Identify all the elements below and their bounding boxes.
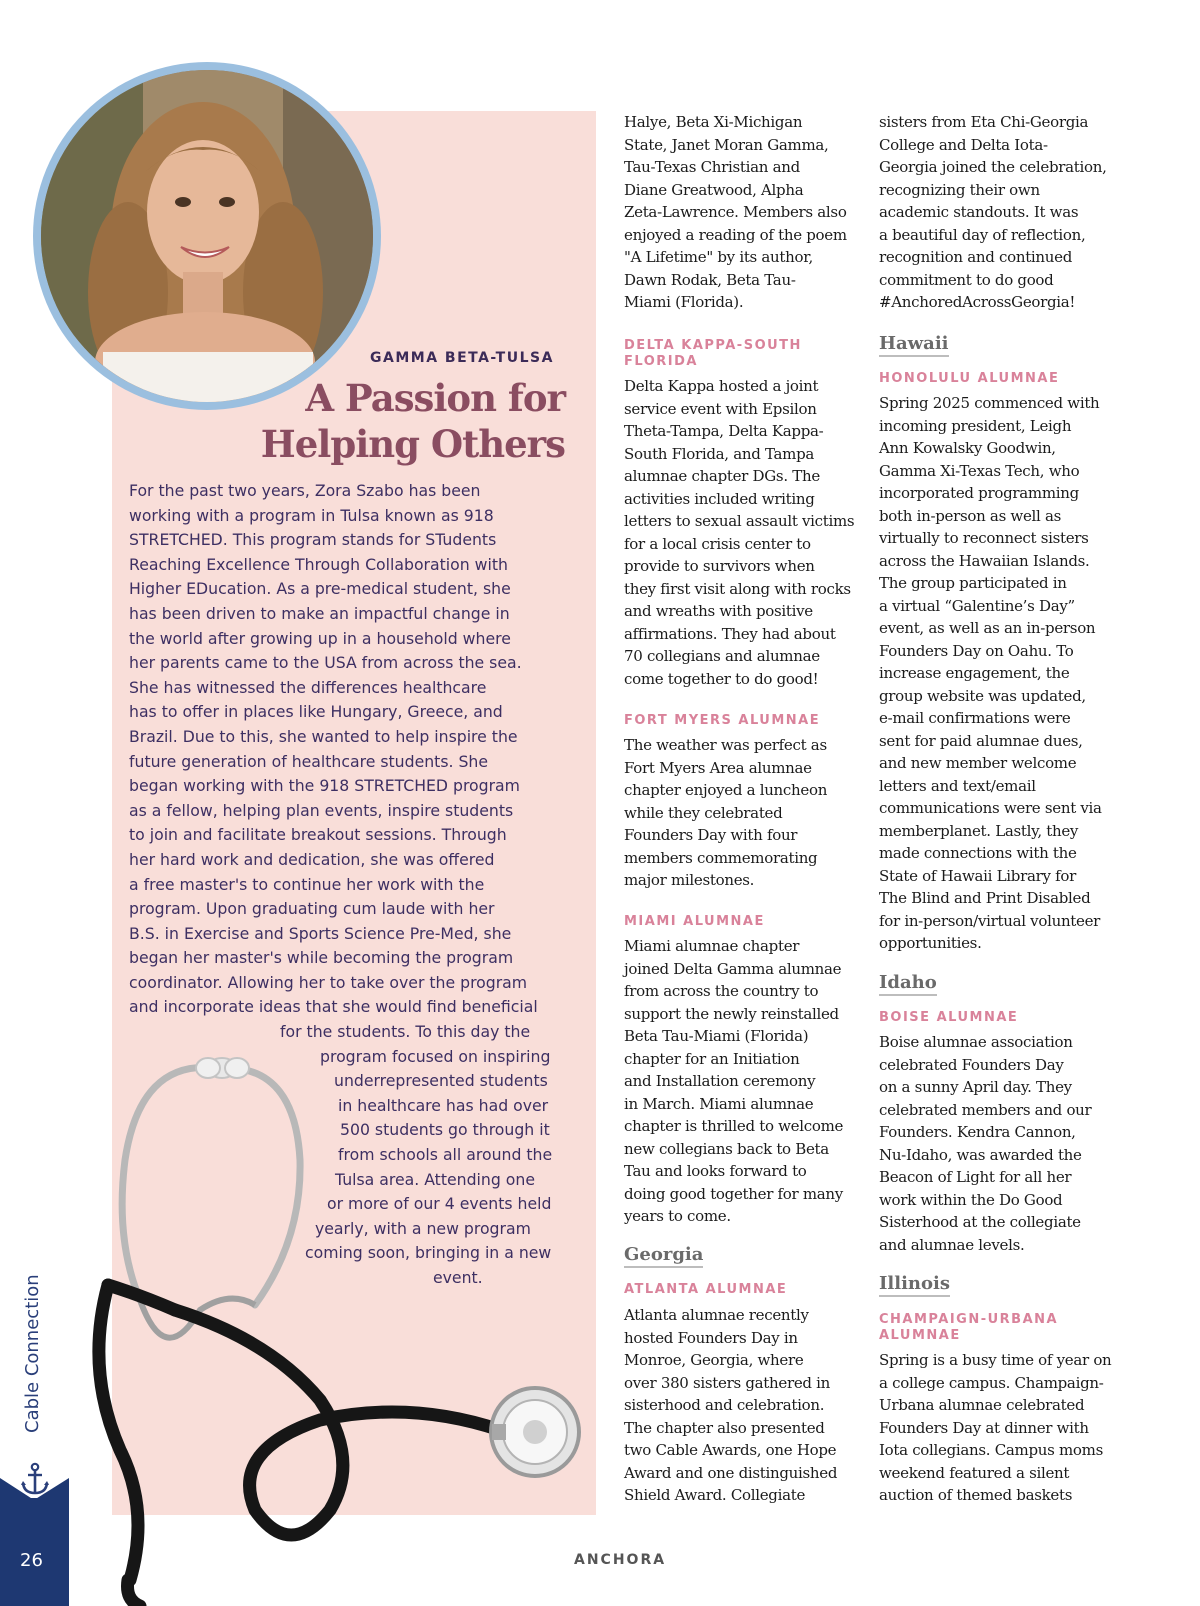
feature-body-line: Reaching Excellence Through Collaboration with [129, 554, 508, 574]
feature-body-line: For the past two years, Zora Szabo has been [129, 481, 481, 500]
body-line: Tau and looks forward to [624, 1162, 807, 1180]
subhead-line: FORT MYERS ALUMNAE [624, 713, 821, 728]
state-heading-illinois: Illinois [879, 1273, 950, 1297]
body-line: Monroe, Georgia, where [624, 1351, 804, 1369]
body-line: sent for paid alumnae dues, [879, 731, 1083, 750]
subhead-champaign-urbana [879, 1312, 1058, 1344]
body-line: major milestones. [624, 871, 755, 889]
body-line: service event with Epsilon [624, 399, 817, 418]
feature-body-line: to join and facilitate breakout sessions. Through [129, 825, 507, 845]
body-line: e-mail confirmations were [879, 709, 1071, 727]
feature-body-line: Tulsa area. Attending one [335, 1169, 535, 1189]
subhead-line: ATLANTA ALUMNAE [624, 1282, 788, 1297]
body-line: College and Delta Iota- [879, 135, 1048, 154]
feature-body-line: began working with the 918 STRETCHED program [129, 776, 520, 796]
body-line: Delta Kappa hosted a joint [624, 377, 819, 395]
subhead-boise [879, 1010, 1018, 1026]
body-line: Founders Day on Oahu. To [879, 641, 1074, 660]
body-line: they first visit along with rocks [624, 579, 851, 598]
body-line: sisterhood and celebration. [624, 1396, 825, 1414]
body-line: recognition and continued [879, 248, 1073, 266]
body-line: across the Hawaiian Islands. [879, 551, 1090, 570]
feature-body-line: a free master's to continue her work with the [129, 874, 485, 894]
body-line: recognizing their own [879, 180, 1040, 199]
body-line: Spring is a busy time of year on [879, 1351, 1112, 1369]
body-line: Dawn Rodak, Beta Tau- [624, 270, 796, 289]
feature-body-line: has to offer in places like Hungary, Greece, and [129, 702, 503, 722]
body-line: group website was updated, [879, 686, 1086, 705]
feature-title-line: A Passion for [305, 376, 565, 420]
col1-intro [624, 111, 864, 314]
body-line: from across the country to [624, 982, 819, 1000]
feature-body-line: has been driven to make an impactful change in [129, 603, 510, 623]
feature-body-line: She has witnessed the differences healthcare [129, 677, 487, 697]
body-line: incoming president, Leigh [879, 416, 1072, 435]
feature-body-line: for the students. To this day the [280, 1022, 531, 1042]
body-line: memberplanet. Lastly, they [879, 821, 1079, 840]
body-line: members commemorating [624, 848, 818, 867]
body-line: State of Hawaii Library for [879, 866, 1076, 885]
body-line: celebrated Founders Day [879, 1055, 1064, 1074]
feature-body-line: STRETCHED. This program stands for STudents [129, 530, 497, 550]
body-line: The weather was perfect as [624, 736, 827, 754]
subhead-line: FLORIDA [624, 354, 698, 369]
body-line: both in-person as well as [879, 506, 1062, 525]
atlanta-body [624, 1304, 864, 1507]
subhead-honolulu [879, 371, 1059, 387]
feature-body-line: Higher EDucation. As a pre-medical student, she [129, 579, 511, 599]
feature-body-line: her parents came to the USA from across the sea. [129, 653, 522, 673]
body-line: new collegians back to Beta [624, 1139, 829, 1158]
body-line: Founders. Kendra Cannon, [879, 1123, 1076, 1141]
feature-body-line: coming soon, bringing in a new [305, 1243, 552, 1263]
state-heading-georgia: Georgia [624, 1244, 703, 1268]
body-line: commitment to do good [879, 270, 1054, 289]
body-line: Atlanta alumnae recently [624, 1306, 809, 1324]
body-line: The Blind and Print Disabled [879, 889, 1091, 907]
feature-body-line: as a fellow, helping plan events, inspire students [129, 800, 514, 820]
body-line: doing good together for many [624, 1184, 843, 1203]
body-line: Ann Kowalsky Goodwin, [879, 439, 1056, 457]
body-line: a college campus. Champaign- [879, 1373, 1104, 1392]
body-line: hosted Founders Day in [624, 1328, 798, 1347]
body-line: a virtual “Galentine’s Day” [879, 596, 1075, 615]
body-line: Beta Tau-Miami (Florida) [624, 1027, 809, 1045]
body-line: letters to sexual assault victims [624, 512, 855, 530]
body-line: Iota collegians. Campus moms [879, 1441, 1103, 1459]
portrait-photo [33, 62, 381, 410]
body-line: State, Janet Moran Gamma, [624, 135, 829, 154]
stethoscope-illustration [80, 1040, 600, 1606]
body-line: joined Delta Gamma alumnae [624, 959, 842, 978]
body-line: a beautiful day of reflection, [879, 225, 1086, 244]
body-line: academic standouts. It was [879, 203, 1079, 221]
body-line: Halye, Beta Xi-Michigan [624, 113, 803, 131]
feature-body-line: yearly, with a new program [315, 1218, 531, 1238]
body-line: Georgia joined the celebration, [879, 158, 1107, 176]
feature-body-line: began her master's while becoming the program [129, 948, 514, 968]
body-line: over 380 sisters gathered in [624, 1373, 831, 1392]
subhead-line: HONOLULU ALUMNAE [879, 371, 1060, 386]
body-line: Nu-Idaho, was awarded the [879, 1145, 1082, 1164]
feature-body-line: event. [433, 1268, 483, 1287]
body-line: chapter for an Initiation [624, 1049, 800, 1068]
body-line: support the newly reinstalled [624, 1004, 839, 1023]
body-line: Shield Award. Collegiate [624, 1486, 806, 1504]
feature-body-line: and incorporate ideas that she would find beneficial [129, 997, 538, 1017]
feature-body-line: in healthcare has had over [338, 1095, 549, 1115]
subhead-delta-kappa [624, 338, 802, 370]
feature-body-line: program focused on inspiring [320, 1046, 551, 1066]
state-heading-idaho: Idaho [879, 972, 937, 996]
page-number: 26 [20, 1550, 43, 1571]
state-heading-hawaii: Hawaii [879, 333, 949, 357]
body-line: Spring 2025 commenced with [879, 394, 1100, 412]
body-line: increase engagement, the [879, 664, 1070, 682]
body-line: Theta-Tampa, Delta Kappa- [624, 422, 824, 440]
body-line: celebrated members and our [879, 1100, 1092, 1119]
feature-body-line: B.S. in Exercise and Sports Science Pre-Med, she [129, 923, 512, 943]
body-line: Award and one distinguished [624, 1463, 838, 1482]
body-line: Miami (Florida). [624, 293, 744, 311]
feature-body-line: program. Upon graduating cum laude with her [129, 899, 495, 919]
subhead-line: DELTA KAPPA-SOUTH [624, 338, 802, 353]
body-line: "A Lifetime" by its author, [624, 248, 813, 266]
body-line: two Cable Awards, one Hope [624, 1441, 837, 1459]
body-line: Tau-Texas Christian and [624, 158, 800, 176]
body-line: sisters from Eta Chi-Georgia [879, 113, 1089, 131]
body-line: for in-person/virtual volunteer [879, 911, 1101, 930]
body-line: opportunities. [879, 934, 982, 952]
body-line: work within the Do Good [879, 1190, 1063, 1209]
feature-body-line: 500 students go through it [340, 1120, 550, 1140]
champaign-urbana-body [879, 1349, 1119, 1507]
body-line: incorporated programming [879, 484, 1079, 502]
body-line: Boise alumnae association [879, 1033, 1073, 1051]
body-line: while they celebrated [624, 803, 783, 822]
body-line: in March. Miami alumnae [624, 1094, 814, 1113]
body-line: Urbana alumnae celebrated [879, 1396, 1085, 1414]
feature-body-line: her hard work and dedication, she was offered [129, 849, 495, 869]
body-line: The group participated in [879, 574, 1067, 592]
feature-body-line: Brazil. Due to this, she wanted to help inspire the [129, 726, 518, 746]
feature-body-line: or more of our 4 events held [327, 1194, 552, 1214]
body-line: Zeta-Lawrence. Members also [624, 203, 847, 221]
body-line: Fort Myers Area alumnae [624, 758, 812, 777]
body-line: provide to survivors when [624, 557, 815, 575]
body-line: Founders Day with four [624, 826, 798, 844]
feature-body-line: working with a program in Tulsa known as 918 [129, 505, 494, 525]
body-line: and Installation ceremony [624, 1072, 816, 1090]
magazine-name: ANCHORA [574, 1552, 667, 1568]
fort-myers-body [624, 734, 864, 892]
body-line: South Florida, and Tampa [624, 444, 815, 463]
body-line: made connections with the [879, 844, 1077, 862]
boise-body [879, 1031, 1119, 1256]
feature-kicker: GAMMA BETA-TULSA [370, 350, 554, 366]
col2-intro [879, 111, 1119, 314]
body-line: Sisterhood at the collegiate [879, 1213, 1081, 1231]
body-line: chapter is thrilled to welcome [624, 1117, 844, 1135]
delta-kappa-body [624, 375, 864, 690]
miami-body [624, 935, 864, 1228]
feature-body-line: coordinator. Allowing her to take over the program [129, 972, 528, 992]
subhead-line: CHAMPAIGN-URBANA [879, 1312, 1059, 1327]
feature-body-line: from schools all around the [338, 1145, 553, 1165]
subhead-line: MIAMI ALUMNAE [624, 914, 765, 929]
subhead-atlanta [624, 1282, 787, 1298]
body-line: event, as well as an in-person [879, 619, 1096, 637]
subhead-line: ALUMNAE [879, 1328, 961, 1343]
subhead-fort-myers [624, 713, 820, 729]
body-line: and alumnae levels. [879, 1235, 1025, 1254]
body-line: Diane Greatwood, Alpha [624, 180, 804, 199]
body-line: virtually to reconnect sisters [879, 529, 1089, 547]
feature-title-line: Helping Others [260, 422, 565, 466]
body-line: The chapter also presented [624, 1418, 825, 1437]
body-line: Beacon of Light for all her [879, 1168, 1072, 1186]
body-line: weekend featured a silent [879, 1463, 1070, 1482]
body-line: affirmations. They had about [624, 624, 836, 643]
subhead-line: BOISE ALUMNAE [879, 1010, 1019, 1025]
body-line: for a local crisis center to [624, 534, 811, 553]
body-line: letters and text/email [879, 776, 1036, 795]
feature-title [230, 375, 565, 467]
body-line: chapter enjoyed a luncheon [624, 781, 828, 799]
body-line: Founders Day at dinner with [879, 1418, 1089, 1437]
body-line: on a sunny April day. They [879, 1078, 1072, 1096]
body-line: #AnchoredAcrossGeorgia! [879, 293, 1076, 311]
body-line: years to come. [624, 1207, 731, 1225]
subhead-miami [624, 914, 765, 930]
body-line: come together to do good! [624, 669, 819, 688]
body-line: auction of themed baskets [879, 1486, 1073, 1504]
body-line: enjoyed a reading of the poem [624, 225, 847, 244]
body-line: communications were sent via [879, 799, 1102, 817]
body-line: and wreaths with positive [624, 602, 813, 620]
section-label: Cable Connection [22, 1274, 43, 1433]
feature-body-line: underrepresented students [334, 1071, 548, 1091]
body-line: Gamma Xi-Texas Tech, who [879, 461, 1080, 480]
body-line: activities included writing [624, 489, 815, 508]
feature-body-line: future generation of healthcare students. She [129, 751, 489, 771]
body-line: Miami alumnae chapter [624, 937, 800, 955]
body-line: 70 collegians and alumnae [624, 647, 820, 665]
honolulu-body [879, 392, 1119, 955]
body-line: and new member welcome [879, 754, 1077, 772]
feature-body-line: the world after growing up in a household where [129, 628, 511, 648]
body-line: alumnae chapter DGs. The [624, 467, 820, 485]
